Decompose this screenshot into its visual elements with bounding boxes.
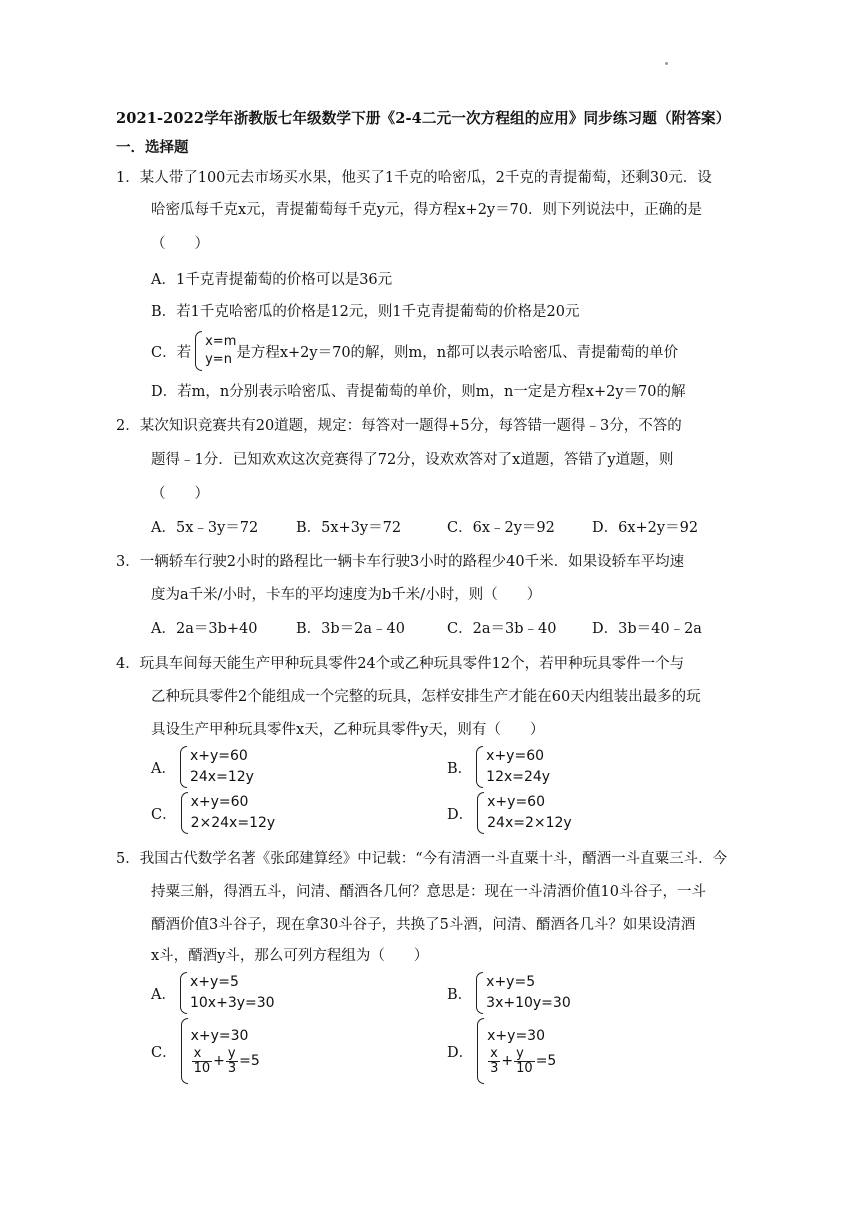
q5-b-eq2: 3x+10y=30 [486,995,571,1011]
q1-option-d: D．若m，n分别表示哈密瓜、青提葡萄的单价，则m，n一定是方程x+2y＝70的解 [151,384,686,400]
q4-option-b-label: B． [447,760,473,777]
q4-c-eq2: 2×24x=12y [190,815,276,831]
q4-b-eq2: 12x=24y [486,769,551,785]
q5-line1: 5．我国古代数学名著《张邱建算经》中记载：“今有清酒一斗直粟十斗，醑酒一斗直粟三斗．今 [116,851,728,867]
q5-c-frac1 [192,1047,213,1076]
frac-numerator: x [488,1047,500,1062]
q5-option-a [151,972,275,1014]
plus-sign: + [213,1053,225,1069]
q2-line2: 题得﹣1分．已知欢欢这次竞赛得了72分，设欢欢答对了x道题，答错了y道题，则 [151,452,674,468]
q4-option-d-label: D． [447,806,474,823]
q2-option-c: C．6x﹣2y＝92 [447,520,555,536]
frac-denominator: 10 [516,1061,533,1076]
q5-b-eq1: x+y=5 [486,974,536,990]
q1-option-c-label: C．若 [151,344,192,361]
q4-line3: 具设生产甲种玩具零件x天，乙种玩具零件y天，则有（ ） [151,722,545,738]
q2-option-a: A．5x﹣3y＝72 [151,520,259,536]
brace-icon [180,746,187,788]
q5-d-eq2 [487,1047,556,1076]
q5-d-frac1 [488,1047,500,1076]
q5-c-eq1: x+y=30 [190,1028,249,1044]
q4-d-eq2: 24x=2×12y [487,815,572,831]
q4-option-d [447,792,572,834]
q4-option-c-label: C． [151,806,177,823]
q1-c-eq2: y=n [205,352,232,367]
q4-option-c [151,792,275,834]
q3-line1: 3．一辆轿车行驶2小时的路程比一辆卡车行驶3小时的路程少40千米．如果设轿车平均速 [116,554,685,570]
brace-icon [180,972,187,1014]
q4-line1: 4．玩具车间每天能生产甲种玩具零件24个或乙种玩具零件12个，若甲种玩具零件一个与 [116,656,685,672]
q4-b-eq1: x+y=60 [486,748,545,764]
brace-icon [477,1018,484,1084]
equation-rhs: =5 [535,1053,557,1069]
brace-icon [195,331,202,371]
brace-icon [476,972,483,1014]
q5-option-c-label: C． [151,1044,177,1061]
equation-rhs: =5 [239,1053,260,1069]
brace-icon [477,792,484,834]
q4-option-a [151,746,254,788]
q1-line1: 1．某人带了100元去市场买水果，他买了1千克的哈密瓜，2千克的青提葡萄，还剩30元．设 [116,170,712,186]
q4-option-b [447,746,550,788]
q2-line1: 2．某次知识竞赛共有20道题，规定：每答对一题得+5分，每答错一题得﹣3分，不答的 [116,418,682,434]
q3-option-b: B．3b＝2a﹣40 [296,621,405,637]
q5-d-frac2 [514,1047,535,1076]
q5-option-b-label: B． [447,986,473,1003]
q3-line2: 度为a千米/小时，卡车的平均速度为b千米/小时，则（ ） [151,587,542,603]
frac-numerator: x [192,1047,213,1062]
brace-icon [476,746,483,788]
q2-option-b: B．5x+3y＝72 [296,520,402,536]
q3-option-d: D．3b＝40﹣2a [592,621,702,637]
q4-option-a-label: A． [151,760,176,777]
plus-sign: + [501,1053,514,1069]
q4-d-eq1: x+y=60 [487,794,545,810]
document-title: 2021-2022学年浙教版七年级数学下册《2-4二元一次方程组的应用》同步练习题（附答案） [116,110,731,127]
frac-denominator: 10 [193,1061,211,1076]
q1-c-eq1: x=m [205,334,237,349]
q1-line2: 哈密瓜每千克x元，青提葡萄每千克y元，得方程x+2y＝70．则下列说法中，正确的是 [151,202,703,218]
q2-option-d: D．6x+2y＝92 [592,520,699,536]
q1-option-c-rest: 是方程x+2y＝70的解，则m，n都可以表示哈密瓜、青提葡萄的单价 [236,344,679,361]
q2-paren: （ ） [151,486,209,502]
q5-line2: 持粟三斛，得酒五斗，问清、醑酒各几何？意思是：现在一斗清酒价值10斗谷子，一斗 [151,884,706,900]
section-heading: 一．选择题 [116,139,189,156]
q5-c-eq2 [191,1047,260,1076]
q3-option-a: A．2a＝3b+40 [151,621,258,637]
q4-line2: 乙种玩具零件2个能组成一个完整的玩具，怎样安排生产才能在60天内组装出最多的玩 [151,689,701,705]
q5-option-c [151,1018,260,1084]
q5-line4: x斗，醑酒y斗，那么可列方程组为（ ） [151,948,429,964]
q1-paren: （ ） [151,236,209,252]
frac-numerator: y [226,1047,238,1062]
q5-option-a-label: A． [151,986,176,1003]
frac-denominator: 3 [490,1061,499,1076]
q4-c-eq1: x+y=60 [190,794,249,810]
q5-option-b [447,972,571,1014]
q3-option-c: C．2a＝3b﹣40 [447,621,557,637]
q5-option-d [447,1018,556,1084]
q4-a-eq1: x+y=60 [189,748,248,764]
q5-a-eq1: x+y=5 [189,974,239,990]
q5-c-frac2 [226,1047,238,1076]
q5-line3: 醑酒价值3斗谷子，现在拿30斗谷子，共换了5斗酒，问清、醑酒各几斗？如果设清酒 [151,917,696,933]
q5-d-eq1: x+y=30 [487,1028,545,1044]
brace-icon [181,1018,188,1084]
q1-option-b: B．若1千克哈密瓜的价格是12元，则1千克青提葡萄的价格是20元 [151,304,580,320]
brace-icon [181,792,188,834]
q5-option-d-label: D． [447,1044,474,1061]
q1-option-c [151,331,678,371]
q4-a-eq2: 24x=12y [189,769,254,785]
frac-denominator: 3 [227,1061,237,1076]
q1-option-a: A．1千克青提葡萄的价格可以是36元 [151,272,393,288]
q5-a-eq2: 10x+3y=30 [189,995,275,1011]
frac-numerator: y [514,1047,535,1062]
top-dot-mark [665,62,668,65]
